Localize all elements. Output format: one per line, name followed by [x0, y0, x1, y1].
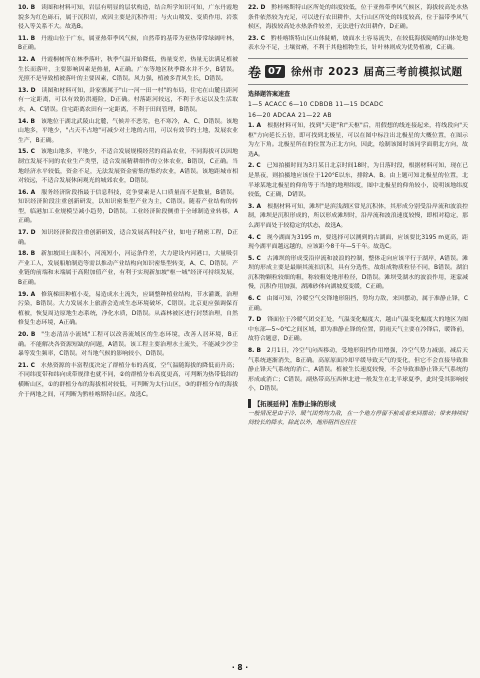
answer-explanation [248, 4, 468, 33]
explanation-text: 水热资源的丰富程度决定了群植分布的高度，空气温随海拔的降低而升高；不同纬度带和纬向成带规律也就不同，②的群植分布高度更高，可判断为热带低纬的横断山区，①的群植分布的海拔相对较低，可判断为太行山区，③的群植分布的海拔介于两地之间，可判断为黔桂喀斯特山区。故选C。 [18, 362, 239, 398]
banner-number: 07 [265, 65, 285, 78]
explanation-text: 黔桂喀斯特山区所处的纬度较低，位于亚热带季风气候区，海拔较高处水热条件依然较为充足，可以进行农田耕作，太行山区所处的纬度较高，位于温带季风气候区，海拔较高处水热条件较差，无法进行农田耕作，D正确。 [248, 5, 468, 31]
explanation-text: 古滩坝的形成受沿岸流和波浪的控制，整体走向应该平行于湖岸，A错误。滩坝的形成主要是最顺其流扣沉积，具有分选性，故组成物质粒径不同，B错误。湖泊沉积物颗粒较细的粗，称较粗处地形粒径，D错误。滩坝受湖水的波浪作用，迷蒙减慢，沉积作用加强，湖滩砂体向湖坡度变缓，C正确。 [248, 255, 468, 291]
question-number: 2. C [248, 163, 261, 170]
explanation-text: 黔桂喀斯特山区山体陡峭，坡面水土容易流失，在较低海拔陡峭的山体处地表水分不足，土壤贫瘠，不利于其他植物生长，针叶林则成为优势植被，C正确。 [248, 35, 469, 52]
answer-explanation [18, 250, 238, 288]
question-number: 23. C [248, 35, 265, 42]
extension-body: 一般情况是由于冷、暖气团势均力敌，在一个地方停留不前或者来回摆动；带来持续时间较长的降水，除此以外，地形阻挡也往往 [248, 411, 468, 427]
explanation-text: 丹霞山位于广东，属亚热带季风气候，自然带的基带为亚热带常绿阔叶林，B正确。 [18, 35, 238, 52]
question-number: 8. B [248, 348, 262, 355]
answer-row: 1—5 ACACC 6—10 CDBDB 11—15 DCADC [248, 100, 384, 108]
question-number: 21. C [18, 362, 35, 369]
explanation-text: 已知拍摄时间为3月某日北京时间18时，为日落时段，根据材料可知，现在已是黑夜，则拍摄地应该位于120°E以东，排除A、B。由上题可知北极星的位置，北半球某地北极星的仰角等于当地的地理纬度，图中北极星的仰角较小，说明该地纬度较低，C正确，D错误。 [248, 163, 468, 199]
question-number: 17. D [18, 230, 36, 237]
explanation-text: 由图可知，冷暖空气交锋地形阻挡，势均力敌，来回摆动，属于准静止锋，C正确。 [248, 296, 468, 312]
answer-explanation [18, 189, 238, 227]
quick-check-heading: 选择题答案速查 [248, 90, 291, 98]
explanation-text: 根据材料可知，滩坝"是滨浅湖区常见沉积体，其形成分别受沿岸流和波浪控制，滩坝是沉积形成的，所以形成滩坝时，沿岸流和波浪速度较慢，即相对稳定，那么湖平面处于较稳定的状态，故选A。 [248, 203, 468, 229]
answer-explanation [248, 122, 468, 160]
question-number: 7. D [248, 317, 262, 324]
question-number: 3. A [248, 203, 262, 210]
explanation-text: 读图和材料可知，岩层有明显的层状构造，结合所学知识可知，广东丹霞地貌多为红色砾石，属于沉积岩，成因主要是沉积作用；与火山喷发、变质作用、岩浆侵入等关系不大。故选B。 [18, 5, 238, 31]
right-column-top-entries [248, 4, 468, 54]
explanation-text: "生态清洁小流域"工程可以改善流域区的生态环境，改善人居环境，B正确。不能解决各资源短缺的问题，A错误。该工程主要治理水土流失，不能减少沙尘暴等发生频率，C错误。对当地气候的影响较小，D错误。 [18, 332, 238, 358]
explanation-text: 服务经济阶段指最于信息科技，竞争要素是人口质量而不是数量，B错误。知识经济阶段注重创新研发，以知识密集型产业为主，C错误。随着产业结构的转型，临港加工业规模呈减小趋势，D错误。工业经济阶段侧重于全球制造业转移，A正确。 [18, 189, 239, 225]
answer-explanation [18, 87, 238, 116]
answer-explanation [18, 362, 238, 400]
explanation-text: 丹霞桐树所在林季落叶，秋季气温开始降低，热量变差，热量无法满足植被生长而落叶，主要影响因素是热量，A正确。广东等地区秋季降水并不少，B错误。光照不是导致植被落叶的主要因素，C错误。风力强，植被多背风生长，D错误。 [18, 56, 238, 83]
answer-explanation [18, 35, 238, 54]
exam-banner [248, 58, 468, 85]
answer-explanation [248, 234, 468, 253]
answer-explanation [18, 229, 238, 248]
answer-explanation [248, 203, 468, 232]
explanation-text: 2月1日，冷空气向西移动，受地形阻挡作用增强，冷空气势力减弱，减后天气系统逐渐消失，B正确。高原原面冷却平缓导致天气的变化，但它不会直接导致准静止锋天气系统的消亡，A错误。植被生长速度较慢，不会导致准静止锋天气系统的形成或消亡；C错误。副热带高压西伸北进一般发生在北半球夏季，此时受其影响较小，D错误。 [248, 348, 468, 393]
answer-explanation [248, 162, 468, 200]
explanation-text: 知识经济阶段注重创新研发，适合发展高科技产业，如电子精密工程，D正确。 [18, 230, 238, 246]
question-number: 6. C [248, 296, 261, 303]
explanation-text: 新加坡国土面积小，河流短小，河运条件差，大力建设内河港口，大量吸引产业工人，发展船舶制造等需以推动产业结构向知识密集型转变，A、C、D错误。产业链的前端和末端属于高附加值产业，有利于实现新加坡"枢一城"经济可持续发展，B正确。 [18, 251, 238, 287]
right-column [248, 4, 468, 428]
right-column-main-entries [248, 122, 468, 395]
question-number: 16. A [18, 189, 36, 196]
question-number: 4. C [248, 234, 261, 241]
answer-row: 16—20 ADCAA 21—22 AB [248, 111, 332, 119]
banner-title: 徐州市 2023 届高三考前模拟试题 [290, 65, 463, 78]
explanation-text: 现今湖面为3195 m，要选择可以测到的古湖面，应该要比3195 m更高，距现今湖平面越远越的，应该距今8千年—5千年。故选C。 [248, 234, 468, 251]
question-number: 10. B [18, 5, 36, 11]
answer-explanation [18, 291, 238, 329]
answer-explanation [18, 4, 238, 33]
two-column-layout [18, 4, 468, 428]
question-number: 13. D [18, 87, 36, 94]
answer-explanation [18, 331, 238, 360]
question-number: 14. B [18, 118, 36, 125]
explanation-text: 该地山地多，平地少，不适合发展规模经营的商品农业，不同海拔可以因地制宜发展不同的农业生产类型，适合发展精耕细作的立体农业，B错误，C正确。当地经济水平较低，资金不足，无法发展资金密集的集约农业，A错误。该地距城市相对较远，不适合发展休闲观光的城郊农业，D错误。 [18, 149, 239, 185]
question-number: 18. B [18, 251, 36, 258]
answer-explanation [248, 316, 468, 345]
explanation-text: 根据材料可知，找到"天建"和"天枢"后，用假想的线连接起来，将线段向"天枢"方向延长五倍，即可找到北极星，可以在图中标注出北极星的大概位置，在图示为左下角。北极星所在的位置为正北方向，因此，绘制该图时该同学面朝北方向，故选A。 [248, 122, 469, 158]
page-number: · 8 · [231, 663, 249, 672]
explanation-text: 该地位于湖北武陵山北麓，气候并不恶劣，也不寒冷，A、C、D错误。该地山地多，平地少，"占天不占地"可减少对土地的占用，可以有效节约土地，发展农业生产，B正确。 [18, 118, 238, 144]
answer-explanation [248, 35, 468, 54]
explanation-text: 读图和材料可知，卦家寨属于"山一河一田一村"的布局，住宅在山麓且距河有一定距离，可以有效防洪避险，D正确。村落距河较远，不利于水运以及生活取水，A、C错误。住宅距离农田有一定距离，不利于田间管理，B错误。 [18, 87, 238, 113]
banner-juan-label: 卷 [248, 65, 262, 81]
question-number: 15. C [18, 149, 35, 156]
extension-heading: 【拓展延伸】准静止锋的形成 [248, 399, 468, 408]
answer-explanation [248, 347, 468, 395]
question-number: 1. A [248, 122, 262, 129]
answer-explanation [18, 56, 238, 85]
answer-explanation [248, 295, 468, 314]
answer-explanation [18, 148, 238, 186]
answer-explanation [248, 255, 468, 293]
question-number: 11. B [18, 35, 36, 42]
explanation-text: 锋面位于冷暖气团交汇处，气温变化幅度大，越山气温变化幅度大的地区为图中东部—5~0℃之间区域，即为准静止锋的位置，阴雨天气主要在冷锋后，暖锋前，故符合题意，D正确。 [248, 317, 468, 343]
question-number: 22. D [248, 5, 266, 11]
question-number: 20. B [18, 332, 36, 338]
question-number: 5. C [248, 255, 261, 262]
question-number: 12. A [18, 56, 36, 63]
answer-explanation [18, 118, 238, 147]
explanation-text: 修筑梯田种植小麦，易造成水土流失，应调整种植业结构，节水灌溉，治理污染，B错误。大力发展水上旅游会造成生态环境破坏，C错误。北京更应强调保育植被，恢复周边原地生态系统，净化水质，D错误。从森林被区进行封禁治理，自然修复生态环境，A正确。 [18, 291, 238, 327]
left-column [18, 4, 238, 428]
question-number: 19. A [18, 291, 36, 298]
